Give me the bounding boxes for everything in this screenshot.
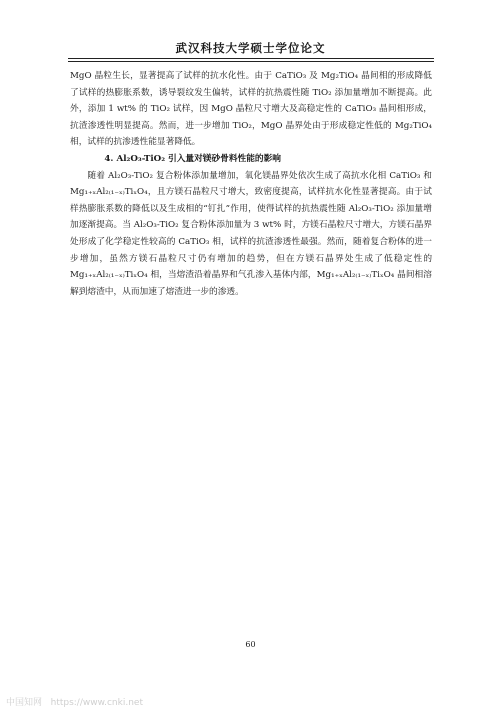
paragraph-continued: MgO 晶粒生长，显著提高了试样的抗水化性。由于 CaTiO₃ 及 Mg₂TiO₄ 晶间相的形成降低了试样的热膨胀系数，诱导裂纹发生偏转，试样的抗热震性随 TiO₂ 添加量增加不断提高。此外，添加 1 wt% 的 TiO₂ 试样，因 MgO 晶粒尺寸增大及高稳定性的 CaTiO₃ 晶间相形成，抗渣渗透性明显提高。然而，进一步增加 TiO₂，MgO 晶界处由于形成稳定性低的 Mg₂TiO₄ 相，试样的抗渗透性能显著降低。: [70, 71, 432, 148]
watermark-url: https://www.cnki.net: [50, 698, 143, 708]
section-heading: 4. Al₂O₃-TiO₂ 引入量对镁砂骨料性能的影响: [104, 153, 281, 164]
paragraph: 随着 Al₂O₃-TiO₂ 复合粉体添加量增加，氧化镁晶界处依次生成了高抗水化相 CaTiO₃ 和 Mg₁₊ₓAl₂₍₁₋ₓ₎TiₓO₄，且方镁石晶粒尺寸增大，致密度提高，试样抗水化性显著提高。由于试样热膨胀系数的降低以及生成相的“钉扎”作用，使得试样的抗热震性随 Al₂O₃-TiO₂ 添加量增加逐渐提高。当 Al₂O₃-TiO₂ 复合粉体添加量为 3 wt% 时，方镁石晶粒尺寸增大，方镁石晶界处形成了化学稳定性较高的 CaTiO₃ 相，试样的抗渣渗透性最强。然而，随着复合粉体的进一步增加，虽然方镁石晶粒尺寸仍有增加的趋势，但在方镁石晶界处生成了低稳定性的 Mg₁₊ₓAl₂₍₁₋ₓ₎TiₓO₄ 相，当熔渣沿着晶界和气孔渗入基体内部，Mg₁₊ₓAl₂₍₁₋ₓ₎TiₓO₄ 晶间相溶解到熔渣中，从而加速了熔渣进一步的渗透。: [70, 170, 432, 297]
watermark-site-name: 中国知网: [6, 698, 43, 708]
header-rule-thick: [68, 58, 434, 59]
body-text: [70, 68, 432, 300]
page-header-title: 武汉科技大学硕士学位论文: [175, 41, 326, 55]
watermark: [6, 695, 143, 708]
page-number: 60: [245, 640, 256, 649]
header-rule-thin: [68, 61, 434, 62]
